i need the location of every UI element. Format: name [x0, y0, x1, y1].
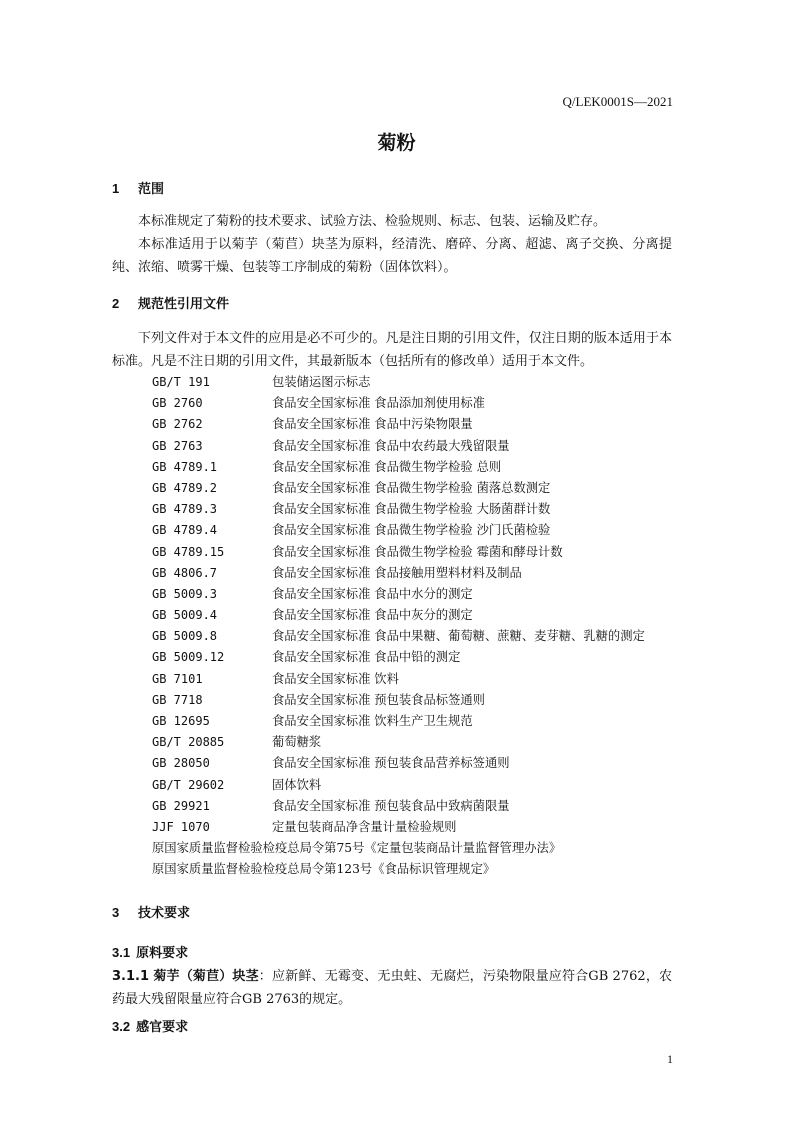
- reference-row: [152, 626, 645, 647]
- section-number: 2: [112, 296, 120, 311]
- scope-paragraph-2: 本标准适用于以菊芋（菊苣）块茎为原料，经清洗、磨碎、分离、超滤、离子交换、分离提纯、浓缩、喷雾干燥、包装等工序制成的菊粉（固体饮料）。: [112, 237, 672, 275]
- reference-title: 食品安全国家标准 食品中污染物限量: [272, 417, 473, 432]
- reference-code: GB 29921: [152, 798, 210, 813]
- section-number: 1: [112, 181, 120, 196]
- scope-paragraph-1: 本标准规定了菊粉的技术要求、试验方法、检验规则、标志、包装、运输及贮存。: [138, 214, 607, 229]
- reference-decree: 原国家质量监督检验检疫总局令第123号《食品标识管理规定》: [152, 862, 496, 877]
- reference-row: [152, 817, 645, 838]
- subsection-title: 感官要求: [136, 1020, 189, 1035]
- clause-number: 3.1.1: [112, 969, 150, 984]
- clause-label: 菊芋（菊苣）块茎: [153, 969, 259, 984]
- reference-code: GB 5009.12: [152, 650, 225, 665]
- reference-row: [152, 711, 645, 732]
- reference-row: [152, 520, 645, 541]
- reference-row: [152, 563, 645, 584]
- reference-row: [152, 584, 645, 605]
- section-2-heading: [112, 293, 229, 312]
- reference-title: 食品安全国家标准 食品添加剂使用标准: [272, 396, 485, 411]
- section-title: 规范性引用文件: [138, 297, 230, 312]
- reference-row: [152, 414, 645, 435]
- reference-code: GB 4806.7: [152, 565, 218, 580]
- reference-title: 食品安全国家标准 饮料生产卫生规范: [272, 714, 473, 728]
- reference-code: GB 4789.1: [152, 459, 218, 474]
- reference-row: [152, 669, 645, 690]
- section-number: 3: [112, 905, 120, 920]
- reference-row: [152, 478, 645, 499]
- reference-code: GB 4789.3: [152, 502, 218, 517]
- reference-code: GB 4789.4: [152, 523, 218, 538]
- reference-code: JJF 1070: [152, 819, 210, 834]
- subsection-number: 3.2: [112, 1019, 131, 1034]
- reference-code: GB 4789.15: [152, 544, 225, 559]
- reference-title: 食品安全国家标准 饮料: [272, 671, 399, 686]
- reference-title: 食品安全国家标准 食品微生物学检验 菌落总数测定: [272, 480, 551, 495]
- reference-title: 食品安全国家标准 食品微生物学检验 大肠菌群计数: [272, 502, 551, 517]
- reference-row: [152, 372, 645, 393]
- reference-title: 食品安全国家标准 食品微生物学检验 沙门氏菌检验: [272, 523, 551, 538]
- reference-title: 固体饮料: [272, 777, 322, 792]
- page-number: 1: [667, 1052, 673, 1066]
- reference-title: 食品安全国家标准 食品中农药最大残留限量: [272, 438, 510, 453]
- reference-title: 食品安全国家标准 预包装食品中致病菌限量: [272, 798, 510, 813]
- reference-code: GB 12695: [152, 714, 210, 728]
- reference-row: [152, 605, 645, 626]
- section-title: 技术要求: [138, 906, 191, 921]
- reference-code: GB 28050: [152, 756, 210, 771]
- reference-title: 食品安全国家标准 食品接触用塑料材料及制品: [272, 565, 522, 580]
- clause-3-1-1: [112, 965, 672, 1011]
- subsection-3-2-heading: [112, 1016, 188, 1035]
- reference-title: 食品安全国家标准 食品中灰分的测定: [272, 608, 473, 623]
- reference-title: 食品安全国家标准 食品微生物学检验 霉菌和酵母计数: [272, 544, 563, 559]
- reference-title: 食品安全国家标准 食品中果糖、葡萄糖、蔗糖、麦芽糖、乳糖的测定: [272, 629, 645, 644]
- reference-row: [152, 647, 645, 668]
- reference-title: 食品安全国家标准 食品中铅的测定: [272, 650, 461, 665]
- reference-row: [152, 499, 645, 520]
- section-1-heading: [112, 178, 164, 197]
- document-code: Q/LEK0001S—2021: [562, 94, 673, 109]
- reference-list: [152, 372, 645, 881]
- reference-code: GB 2763: [152, 438, 203, 453]
- reference-code: GB/T 29602: [152, 777, 225, 792]
- reference-code: GB 2760: [152, 396, 203, 411]
- section-title: 范围: [138, 182, 165, 197]
- reference-title: 食品安全国家标准 食品微生物学检验 总则: [272, 459, 502, 474]
- subsection-3-1-heading: [112, 942, 188, 961]
- reference-decree: 原国家质量监督检验检疫总局令第75号《定量包装商品计量监督管理办法》: [152, 841, 562, 856]
- reference-code: GB/T 191: [152, 375, 210, 389]
- reference-row: [152, 690, 645, 711]
- reference-title: 包装储运图示标志: [272, 375, 371, 389]
- reference-row: [152, 796, 645, 817]
- document-title: 菊粉: [377, 132, 416, 154]
- reference-title: 食品安全国家标准 预包装食品标签通则: [272, 692, 485, 707]
- reference-row: [152, 732, 645, 753]
- subsection-title: 原料要求: [136, 946, 189, 961]
- reference-code: GB 7101: [152, 671, 203, 686]
- reference-title: 食品安全国家标准 预包装食品营养标签通则: [272, 756, 510, 771]
- reference-code: GB 4789.2: [152, 480, 218, 495]
- reference-code: GB 5009.8: [152, 629, 218, 644]
- reference-row: [152, 457, 645, 478]
- reference-code: GB/T 20885: [152, 735, 225, 750]
- reference-title: 葡萄糖浆: [272, 735, 322, 750]
- reference-row: [152, 775, 645, 796]
- reference-row: [152, 542, 645, 563]
- reference-row: [152, 436, 645, 457]
- reference-title: 食品安全国家标准 食品中水分的测定: [272, 586, 473, 601]
- reference-code: GB 2762: [152, 417, 203, 432]
- reference-title: 定量包装商品净含量计量检验规则: [272, 819, 457, 834]
- clause-text: ：应新鲜、无霉变、无虫蛀、无腐烂，污染物限量应符合GB 2762，农药最大残留限量应符合GB 2763的规定。: [112, 969, 673, 1007]
- reference-code: GB 7718: [152, 692, 203, 707]
- subsection-number: 3.1: [112, 945, 131, 960]
- reference-code: GB 5009.3: [152, 586, 218, 601]
- reference-code: GB 5009.4: [152, 608, 218, 623]
- section-3-heading: [112, 902, 190, 921]
- normative-intro: 下列文件对于本文件的应用是必不可少的。凡是注日期的引用文件，仅注日期的版本适用于本标准。凡是不注日期的引用文件，其最新版本（包括所有的修改单）适用于本文件。: [112, 331, 672, 369]
- reference-row: [152, 753, 645, 774]
- reference-row: [152, 393, 645, 414]
